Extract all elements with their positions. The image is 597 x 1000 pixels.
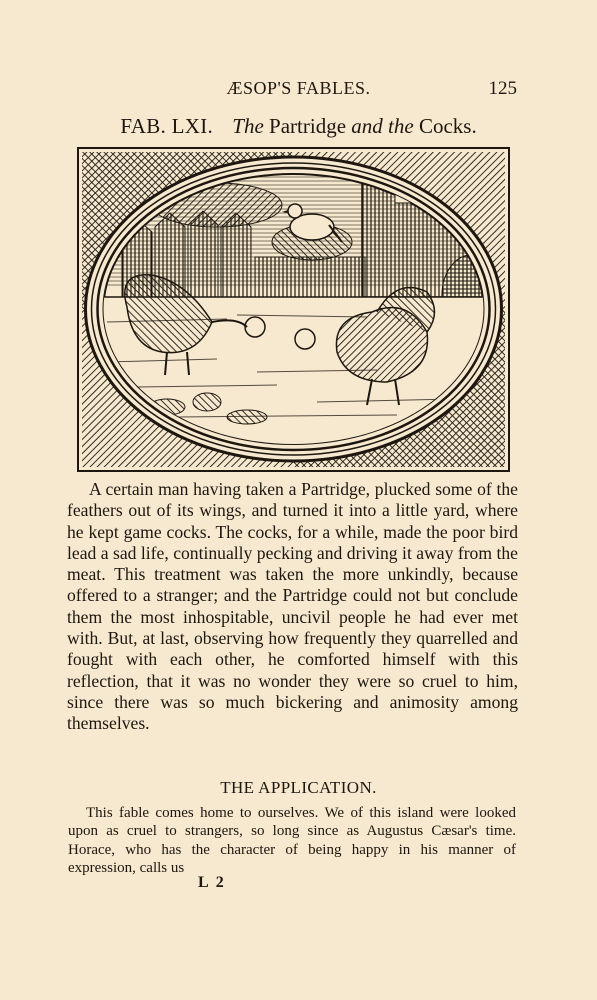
running-title: ÆSOP'S FABLES. xyxy=(226,78,371,98)
fable-body xyxy=(67,479,518,735)
page-number: 125 xyxy=(488,78,517,99)
running-head xyxy=(0,78,597,102)
application-paragraph: This fable comes home to ourselves. We of this island were looked upon as cruel to strangers, so long since as Augustus Cæsar's time. Horace, who has the character of being happy in his manner of expression, calls us xyxy=(68,805,516,876)
fable-paragraph: A certain man having taken a Partridge, plucked some of the feathers out of its wings, and turned it into a little yard, where he kept game cocks. The cocks, for a while, made the poor bird lead a sad life, continually pecking and driving it away from the meat. This treatment was taken the more unkindly, because offered to a stranger; and the Partridge could not but conclude them the most inhospitable, uncivil people he had ever met with. But, at last, observing how frequently they quarrelled and fought with each other, he comforted himself with this reflection, that it was no wonder they were so cruel to him, since there was so much bickering and animosity among themselves. xyxy=(67,479,518,734)
signature-mark: L 2 xyxy=(198,874,226,891)
fable-number: FAB. LXI. xyxy=(120,114,214,138)
application-body xyxy=(68,804,516,877)
fable-title-the: The xyxy=(232,114,264,138)
woodcut-illustration xyxy=(77,147,510,472)
fable-title-and-the: and the xyxy=(351,114,414,138)
fable-heading xyxy=(0,114,597,139)
fable-title-partridge: Partridge xyxy=(269,114,347,138)
application-heading: THE APPLICATION. xyxy=(220,778,377,797)
fable-title-cocks: Cocks. xyxy=(418,114,477,138)
